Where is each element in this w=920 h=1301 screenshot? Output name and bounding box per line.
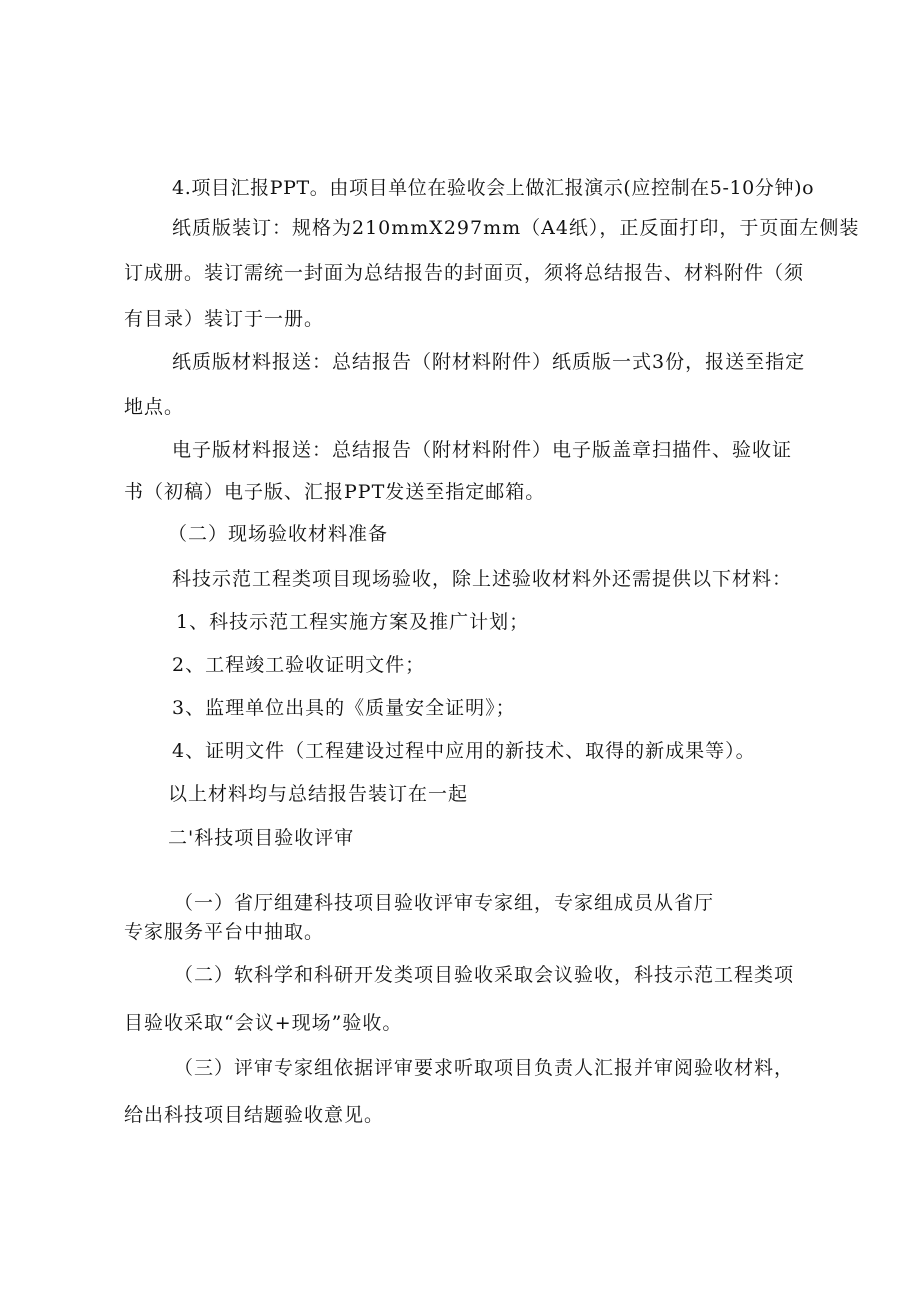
paragraph-binding-line-2: 订成册。装订需统一封面为总结报告的封面页，须将总结报告、材料附件（须 [124,262,805,284]
paragraph-paper-submission-line-1: 纸质版材料报送：总结报告（附材料附件）纸质版一式3份，报送至指定 [172,351,806,373]
section-heading-onsite-materials: （二）现场验收材料准备 [168,523,389,545]
paragraph-electronic-submission-line-2: 书（初稿）电子版、汇报PPT发送至指定邮箱。 [124,481,546,503]
paragraph-paper-submission-line-2: 地点。 [124,396,185,418]
paragraph-binding-line-1: 纸质版装订：规格为210mmX297mm（A4纸），正反面打印，于页面左侧装 [172,217,860,239]
list-item-3: 3、监理单位出具的《质量安全证明》； [172,697,516,719]
paragraph-onsite-intro: 科技示范工程类项目现场验收，除上述验收材料外还需提供以下材料： [172,568,793,590]
list-item-1: 1、科技示范工程实施方案及推广计划； [176,611,530,633]
paragraph-binding-note: 以上材料均与总结报告装订在一起 [168,783,469,805]
review-item-1-line-2: 专家服务平台中抽取。 [124,921,325,943]
review-item-2-line-1: （二）软科学和科研开发类项目验收采取会议验收，科技示范工程类项 [174,964,795,986]
paragraph-electronic-submission-line-1: 电子版材料报送：总结报告（附材料附件）电子版盖章扫描件、验收证 [172,439,793,461]
paragraph-binding-line-3: 有目录）装订于一册。 [124,308,325,330]
review-item-3-line-1: （三）评审专家组依据评审要求听取项目负责人汇报并审阅验收材料， [174,1057,795,1079]
review-item-3-line-2: 给出科技项目结题验收意见。 [124,1104,385,1126]
paragraph-ppt-report: 4.项目汇报PPT。由项目单位在验收会上做汇报演示(应控制在5-10分钟)o [172,177,815,199]
main-heading-review: 二'科技项目验收评审 [168,827,355,849]
review-item-1-line-1: （一）省厅组建科技项目验收评审专家组，专家组成员从省厅 [174,892,715,914]
list-item-2: 2、工程竣工验收证明文件； [172,654,426,676]
review-item-2-line-2: 目验收采取“会议+现场”验收。 [124,1012,403,1034]
list-item-4: 4、证明文件（工程建设过程中应用的新技术、取得的新成果等）。 [172,740,756,762]
